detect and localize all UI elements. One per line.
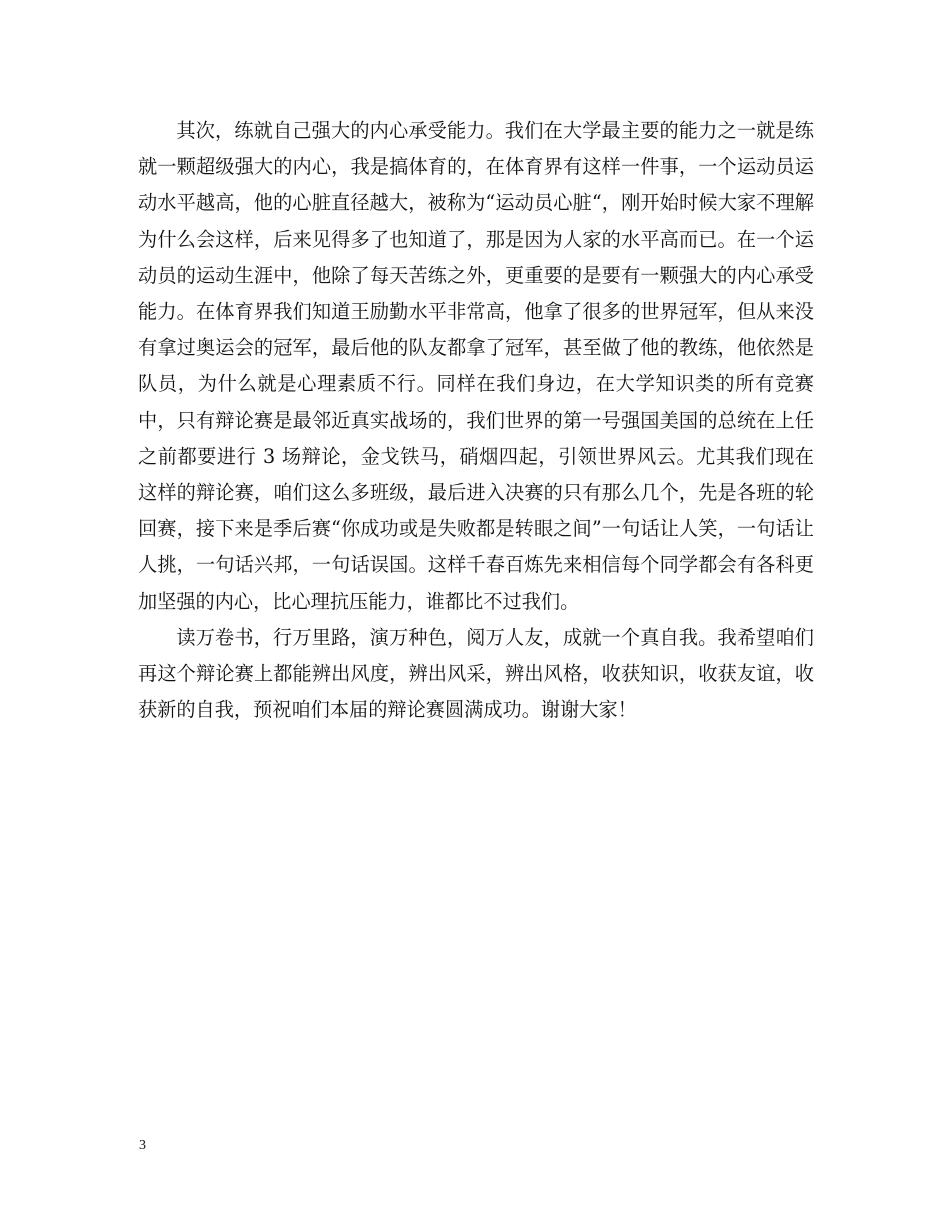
paragraph-1: 其次，练就自己强大的内心承受能力。我们在大学最主要的能力之一就是练就一颗超级强大的内心，我是搞体育的，在体育界有这样一件事，一个运动员运动水平越高，他的心脏直径越大，被称为“运动员心脏“，刚开始时候大家不理解为什么会这样，后来见得多了也知道了，那是因为人家的水平高而已。在一个运动员的运动生涯中，他除了每天苦练之外，更重要的是要有一颗强大的内心承受能力。在体育界我们知道王励勤水平非常高，他拿了很多的世界冠军，但从来没有拿过奥运会的冠军，最后他的队友都拿了冠军，甚至做了他的教练，他依然是队员，为什么就是心理素质不行。同样在我们身边，在大学知识类的所有竞赛中，只有辩论赛是最邻近真实战场的，我们世界的第一号强国美国的总统在上任之前都要进行 3 场辩论，金戈铁马，硝烟四起，引领世界风云。尤其我们现在这样的辩论赛，咱们这么多班级，最后进入决赛的只有那么几个，先是各班的轮回赛，接下来是季后赛“你成功或是失败都是转眼之间”一句话让人笑，一句话让人挑，一句话兴邦，一句话误国。这样千春百炼先来相信每个同学都会有各科更加坚强的内心，比心理抗压能力，谁都比不过我们。: [138, 119, 814, 613]
page-number: 3: [139, 1138, 146, 1153]
paragraph-2: 读万卷书，行万里路，演万种色，阅万人友，成就一个真自我。我希望咱们再这个辩论赛上都能辨出风度，辨出风采，辨出风格，收获知识，收获友谊，收获新的自我，预祝咱们本届的辩论赛圆满成功。谢谢大家！: [138, 625, 814, 722]
body-text: [138, 113, 814, 728]
